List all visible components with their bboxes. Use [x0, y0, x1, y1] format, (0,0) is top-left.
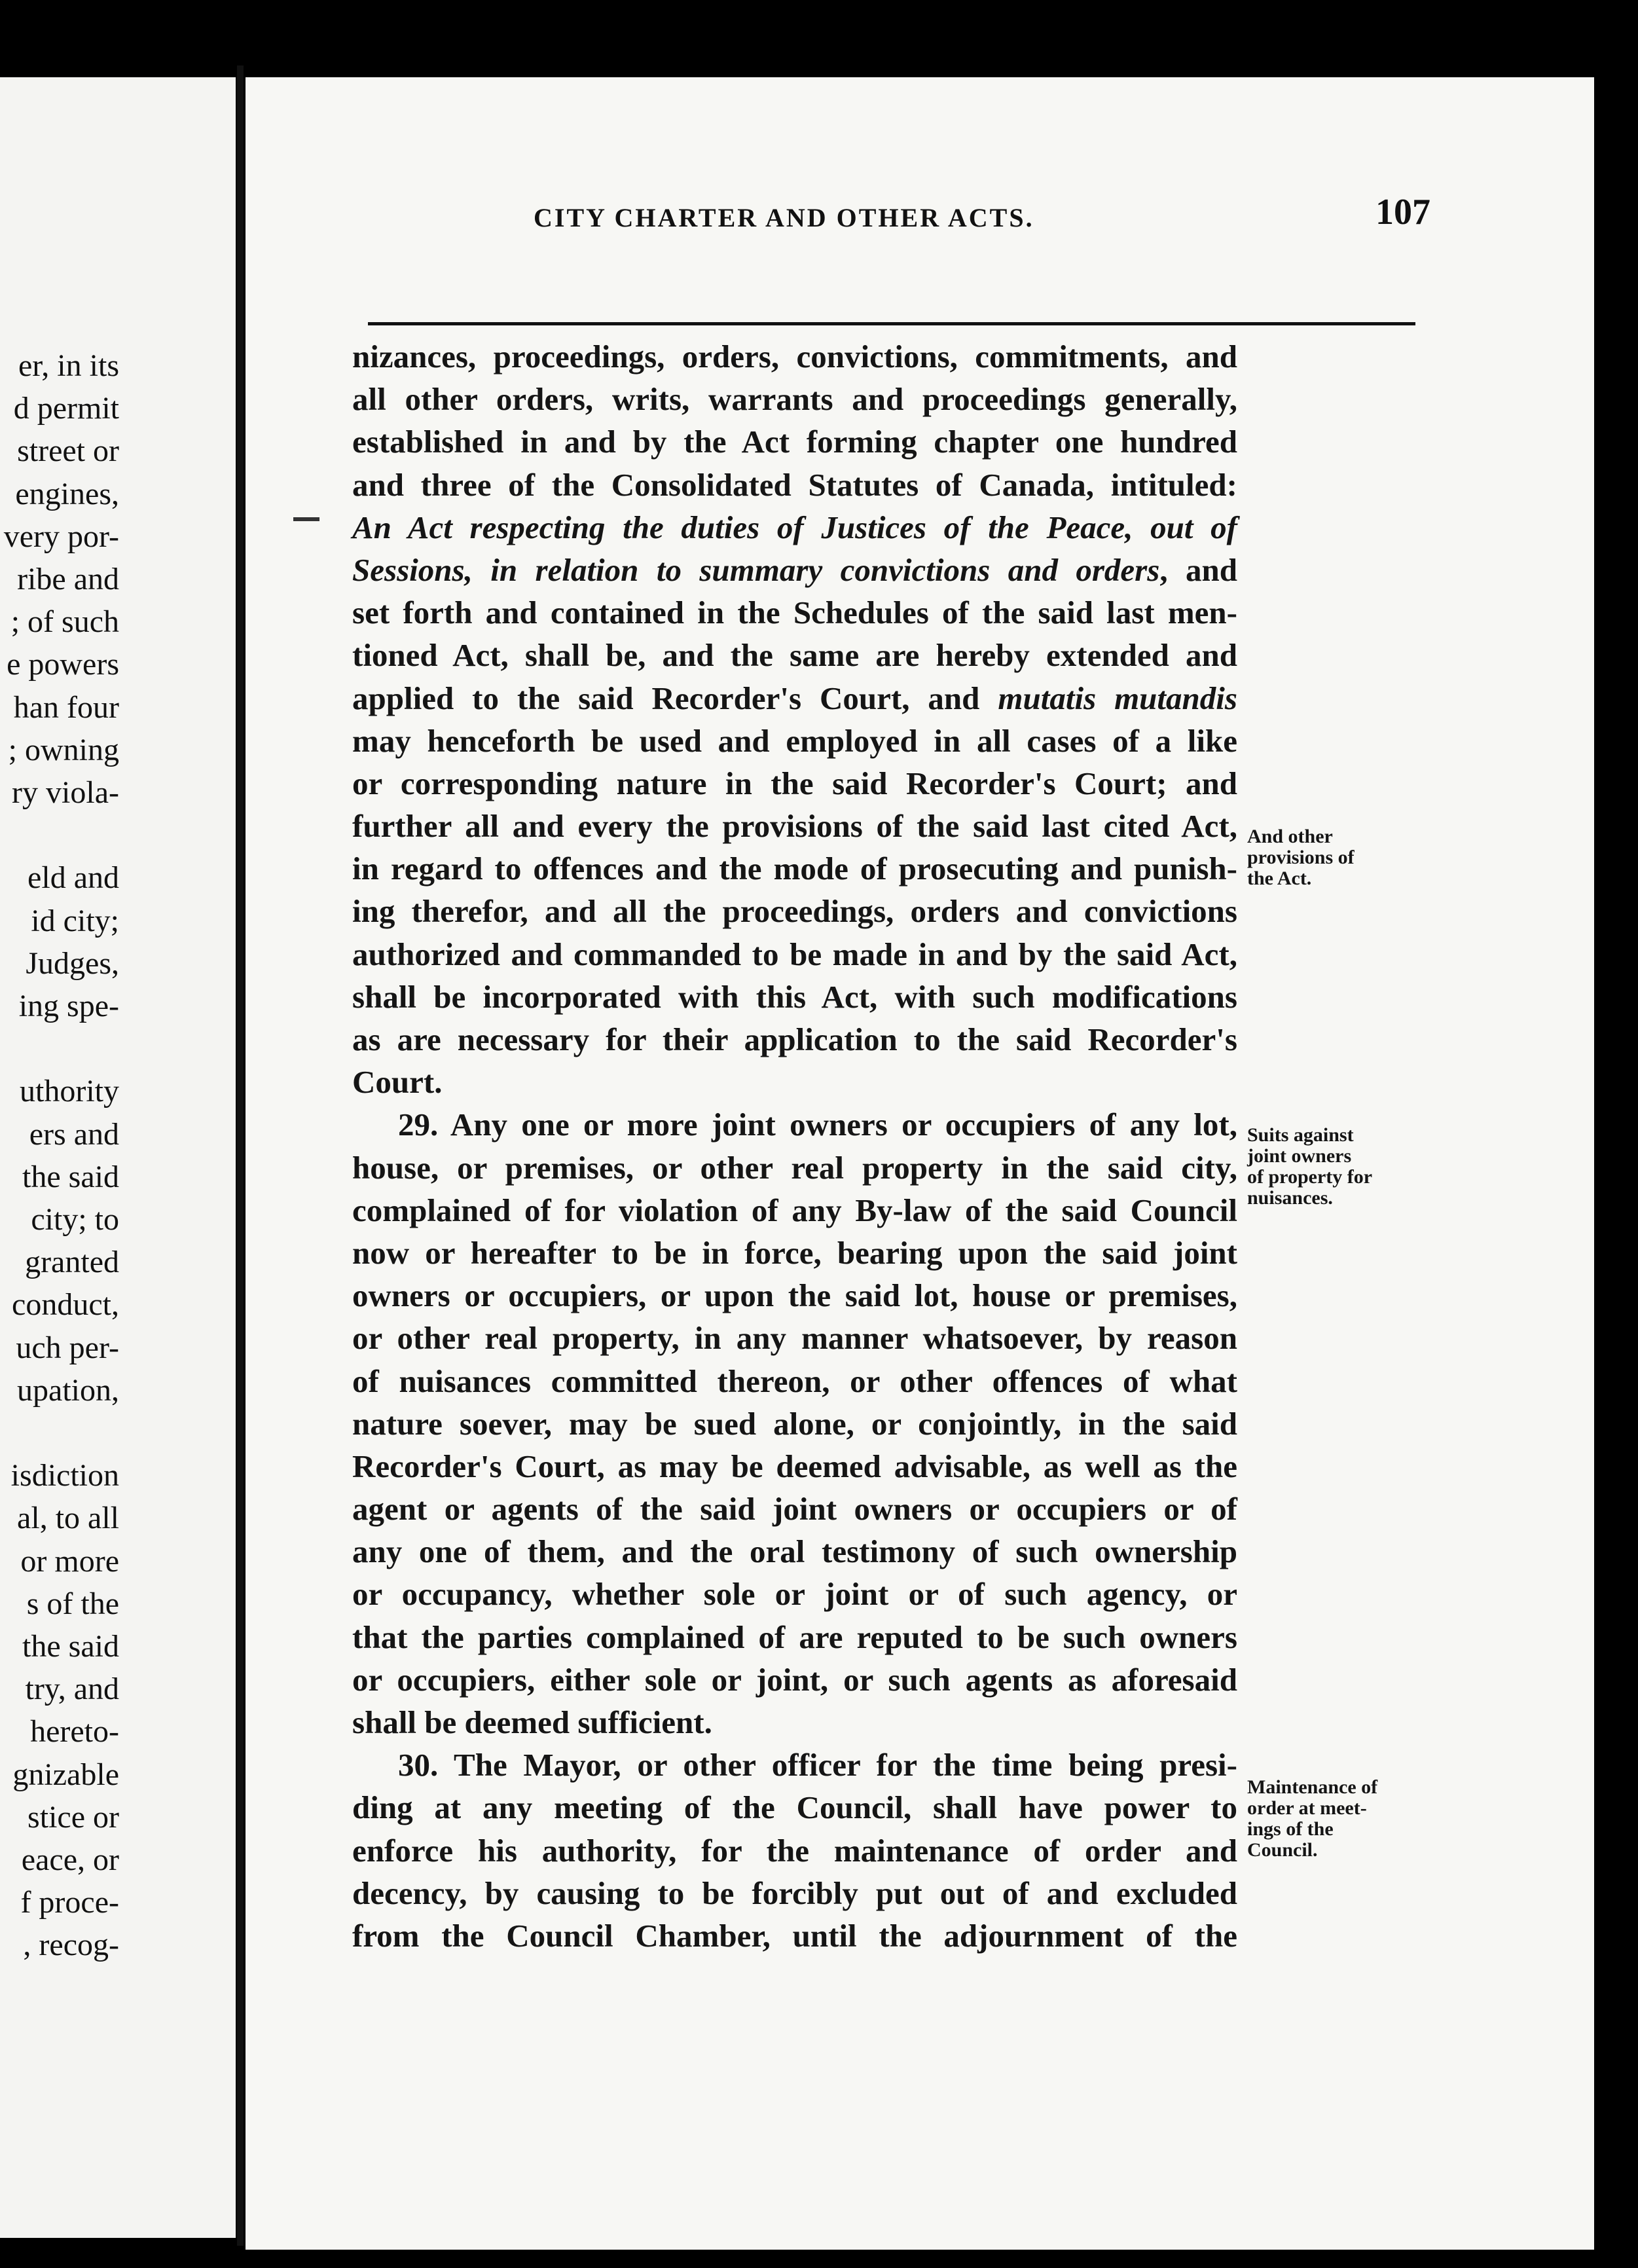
- left-fragment-line: street or: [17, 433, 119, 469]
- left-fragment-line: s of the: [26, 1586, 119, 1621]
- body-line: set forth and contained in the Schedules of the said last men-: [352, 594, 1237, 631]
- body-line: shall be incorporated with this Act, with such modifications: [352, 978, 1237, 1015]
- body-line: tioned Act, shall be, and the same are hereby extended and: [352, 637, 1237, 674]
- margin-note-suits-against-joint-owners: [1247, 1125, 1372, 1209]
- body-text: [352, 335, 1237, 1957]
- left-fragment-line: , recog-: [23, 1928, 119, 1963]
- body-line: or occupancy, whether sole or joint or of such agency, or: [352, 1576, 1237, 1613]
- left-fragment-line: al, to all: [17, 1501, 119, 1536]
- margin-note-line: order at meet-: [1247, 1797, 1367, 1819]
- left-fragment-line: ribe and: [17, 562, 119, 596]
- margin-note-line: joint owners: [1247, 1145, 1352, 1167]
- gutter-divider: [237, 65, 244, 2246]
- body-line: from the Council Chamber, until the adjournment of the: [352, 1917, 1237, 1954]
- left-fragment-line: ers and: [29, 1116, 119, 1152]
- left-fragment-line: han four: [13, 689, 119, 725]
- body-line: further all and every the provisions of the said last cited Act,: [352, 808, 1237, 845]
- left-fragment-line: eld and: [27, 860, 119, 896]
- body-line: owners or occupiers, or upon the said lot, house or premises,: [352, 1277, 1237, 1314]
- left-fragment-line: granted: [25, 1245, 119, 1280]
- margin-note-line: of property for: [1247, 1166, 1373, 1188]
- body-line-segment: , in relation to: [464, 551, 700, 588]
- italic-latin-phrase: mutatis mutandis: [998, 680, 1237, 716]
- body-line: Recorder's Court, as may be deemed advisable, as well as the: [352, 1448, 1237, 1484]
- body-line: ing therefor, and all the proceedings, orders and convictions: [352, 893, 1237, 930]
- margin-note-line: the Act.: [1247, 868, 1312, 889]
- left-fragment-line: hereto-: [30, 1714, 119, 1749]
- left-page-fragment: [0, 77, 236, 2238]
- body-line: any one of them, and the oral testimony of such ownership: [352, 1533, 1237, 1570]
- left-fragment-line: d permit: [13, 391, 119, 426]
- left-fragment-line: engines,: [15, 476, 119, 511]
- body-line: [352, 506, 1237, 549]
- left-fragment-line: conduct,: [12, 1287, 119, 1323]
- body-line: established in and by the Act forming chapter one hundred: [352, 424, 1237, 460]
- left-fragment-line: er, in its: [18, 348, 119, 383]
- margin-note-line: provisions of: [1247, 847, 1355, 868]
- running-head: [324, 181, 1430, 233]
- left-fragment-line: id city;: [31, 903, 119, 938]
- body-line: in regard to offences and the mode of prosecuting and punish-: [352, 850, 1237, 887]
- body-line: [352, 677, 1237, 720]
- body-line-segment: , and: [1159, 551, 1237, 588]
- body-line: enforce his authority, for the maintenance of order and: [352, 1832, 1237, 1869]
- left-fragment-line: uch per-: [16, 1330, 119, 1365]
- body-line: and three of the Consolidated Statutes of Canada, intituled:: [352, 466, 1237, 503]
- body-line: or corresponding nature in the said Recorder's Court; and: [352, 765, 1237, 801]
- left-fragment-line: e powers: [7, 647, 119, 682]
- body-line: nature soever, may be sued alone, or conjointly, in the said: [352, 1405, 1237, 1442]
- margin-note-line: And other: [1247, 826, 1333, 847]
- italic-act-title: An Act respecting the duties of Justices of the Peace: [352, 509, 1125, 545]
- body-line: or other real property, in any manner whatsoever, by reason: [352, 1320, 1237, 1357]
- left-fragment-line: the said: [22, 1629, 119, 1664]
- body-line: all other orders, writs, warrants and proceedings generally,: [352, 381, 1237, 418]
- body-line: 30. The Mayor, or other officer for the time being presi-: [398, 1747, 1237, 1783]
- margin-note-line: Council.: [1247, 1839, 1318, 1861]
- italic-act-title-cont: , out of: [1125, 509, 1237, 545]
- left-fragment-line: ; of such: [10, 604, 119, 640]
- left-fragment-line: ry viola-: [12, 775, 119, 810]
- body-line: agent or agents of the said joint owners or occupiers or of: [352, 1491, 1237, 1527]
- left-fragment-line: ing spe-: [18, 989, 119, 1023]
- body-line: shall be deemed sufficient.: [352, 1704, 712, 1740]
- margin-note-line: Suits against: [1247, 1124, 1354, 1146]
- body-line: 29. Any one or more joint owners or occupiers of any lot,: [398, 1107, 1237, 1143]
- margin-note-line: ings of the: [1247, 1818, 1334, 1840]
- body-line: or occupiers, either sole or joint, or such agents as aforesaid: [352, 1661, 1237, 1698]
- left-fragment-line: uthority: [20, 1074, 119, 1109]
- left-fragment-line: gnizable: [12, 1757, 119, 1792]
- body-line: nizances, proceedings, orders, convictions, commitments, and: [352, 338, 1237, 375]
- left-fragment-line: city; to: [31, 1202, 119, 1237]
- body-line-segment: applied to the said Recorder's Court, and: [352, 680, 998, 716]
- body-line-segment: Sessions: [352, 551, 465, 588]
- margin-note-other-provisions: [1247, 826, 1355, 889]
- body-line: ding at any meeting of the Council, shall have power to: [352, 1789, 1237, 1826]
- left-fragment-line: Judges,: [26, 945, 119, 981]
- stray-mark: [293, 517, 319, 521]
- body-line: now or hereafter to be in force, bearing upon the said joint: [352, 1234, 1237, 1271]
- margin-note-line: Maintenance of: [1247, 1776, 1378, 1798]
- left-fragment-line: stice or: [27, 1799, 119, 1835]
- body-line: house, or premises, or other real property in the said city,: [352, 1149, 1237, 1186]
- page-number: 107: [1375, 192, 1430, 232]
- left-fragment-line: upation,: [17, 1372, 119, 1408]
- margin-note-line: nuisances.: [1247, 1187, 1333, 1209]
- left-fragment-line: ; owning: [8, 732, 119, 767]
- body-line: as are necessary for their application to the said Recorder's: [352, 1021, 1237, 1057]
- body-line: of nuisances committed thereon, or other offences of what: [352, 1363, 1237, 1399]
- body-line: that the parties complained of are reputed to be such owners: [352, 1619, 1237, 1655]
- left-fragment-line: or more: [20, 1543, 119, 1579]
- body-line: decency, by causing to be forcibly put out of and excluded: [352, 1875, 1237, 1911]
- left-fragment-line: very por-: [3, 519, 119, 554]
- left-fragment-line: isdiction: [10, 1458, 119, 1493]
- body-line: Court.: [352, 1064, 443, 1101]
- header-rule: [368, 322, 1415, 325]
- left-fragment-line: eace, or: [21, 1842, 119, 1877]
- left-fragment-line: try, and: [25, 1672, 119, 1707]
- body-line-segment: summary convictions and orders: [699, 551, 1160, 588]
- running-title: CITY CHARTER AND OTHER ACTS.: [534, 203, 1034, 232]
- left-fragment-line: the said: [22, 1159, 119, 1194]
- body-line: authorized and commanded to be made in and by the said Act,: [352, 936, 1237, 972]
- body-line: [352, 549, 1237, 591]
- margin-note-maintenance-of-order: [1247, 1777, 1377, 1861]
- left-fragment-line: f proce-: [20, 1885, 119, 1920]
- body-line: complained of for violation of any By-law of the said Council: [352, 1192, 1237, 1228]
- body-line: may henceforth be used and employed in all cases of a like: [352, 722, 1237, 759]
